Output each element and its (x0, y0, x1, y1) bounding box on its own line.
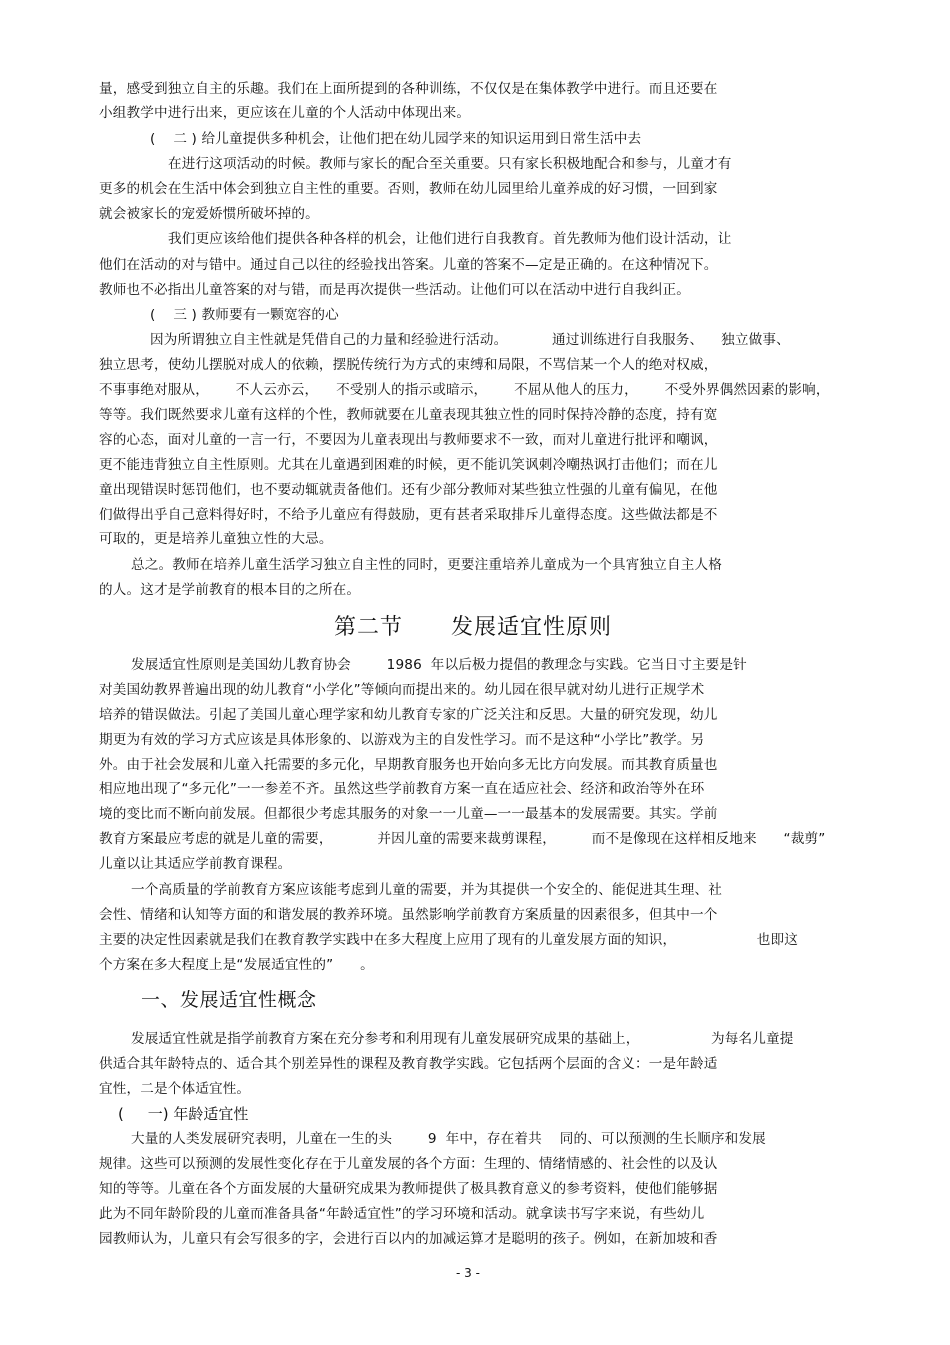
text-line: 教育方案最应考虑的就是儿童的需要， 并因儿童的需要来裁剪课程， 而不是像现在这样相反地来 “裁剪” (99, 831, 826, 847)
text-line: 知的等等。儿童在各个方面发展的大量研究成果为教师提供了极具教育意义的参考资料，使他们能够据 (99, 1181, 718, 1197)
text-line: 不事事绝对服从， 不人云亦云， 不受别人的指示或暗示， 不屈从他人的压力， 不受外界偶然因素的影响， (99, 382, 830, 398)
text-line: 个方案在多大程度上是“发展适宜性的” 。 (99, 957, 374, 973)
text-line: 一个高质量的学前教育方案应该能考虑到儿童的需要，并为其提供一个安全的、能促进其生理、社 (131, 882, 722, 898)
text-line: 规律。这些可以预测的发展性变化存在于儿童发展的各个方面：生理的、情绪情感的、社会性的以及认 (99, 1156, 718, 1172)
text-line: 培养的错误做法。引起了美国儿童心理学家和幼儿教育专家的广泛关注和反思。大量的研究发现，幼儿 (99, 707, 718, 723)
subsection-title: 一、发展适宜性概念 (141, 989, 317, 1011)
text-line: 园教师认为，儿童只有会写很多的字，会进行百以内的加减运算才是聪明的孩子。例如，在新加坡和香 (99, 1231, 718, 1247)
page-number: - 3 - (456, 1266, 480, 1280)
text-line: 们做得出乎自己意料得好时，不给予儿童应有得鼓励，更有甚者采取排斥儿童得态度。这些做法都是不 (99, 507, 718, 523)
text-line: 教师也不必指出儿童答案的对与错，而是再次提供一些活动。让他们可以在活动中进行自我纠正。 (99, 282, 690, 298)
text-line: 独立思考，使幼儿摆脱对成人的依赖，摆脱传统行为方式的束缚和局限，不骂信某一个人的绝对权威， (99, 357, 718, 373)
text-line: 等等。我们既然要求儿童有这样的个性，教师就要在儿童表现其独立性的同时保持冷静的态度，持有宽 (99, 407, 718, 423)
text-line: 大量的人类发展研究表明，儿童在一生的头 9 年中，存在着共 同的、可以预测的生长顺序和发展 (131, 1131, 766, 1147)
text-line: 对美国幼教界普遍出现的幼儿教育“小学化”等倾向而提出来的。幼儿园在很早就对幼儿进行正规学术 (99, 682, 705, 698)
text-line: 境的变比而不断向前发展。但都很少考虑其服务的对象一一儿童—一一最基本的发展需要。其实。学前 (99, 806, 718, 822)
text-line: 发展适宜性原则是美国幼儿教育协会 1986 年以后极力提倡的教理念与实践。它当日寸主要是针 (131, 657, 747, 673)
text-line: 更多的机会在生活中体会到独立自主性的重要。否则，教师在幼儿园里给儿童养成的好习惯，一回到家 (99, 181, 718, 197)
text-line: 就会被家长的宠爱娇惯所破坏掉的。 (99, 206, 319, 222)
text-line: 可取的，更是培养儿童独立性的大忌。 (99, 531, 333, 547)
text-line: 的人。这才是学前教育的根本目的之所在。 (99, 582, 361, 598)
text-line: 量，感受到独立自主的乐趣。我们在上面所提到的各种训练，不仅仅是在集体教学中进行。而且还要在 (99, 81, 718, 97)
text-line: 容的心态，面对儿童的一言一行，不要因为儿童表现出与教师要求不一致，而对儿童进行批评和嘲讽， (99, 432, 718, 448)
text-line: 此为不同年龄阶段的儿童而准备具备“年龄适宜性”的学习环境和活动。就拿读书写字来说，有些幼儿 (99, 1206, 705, 1222)
text-line: 外。由于社会发展和儿童入托需要的多元化，早期教育服务也开始向多无比方向发展。而其教育质量也 (99, 757, 718, 773)
text-line: 童出现错误时惩罚他们，也不要动辄就责备他们。还有少部分教师对某些独立性强的儿童有偏见，在他 (99, 482, 718, 498)
text-line: 更不能违背独立自主性原则。尤其在儿童遇到困难的时候，更不能讥笑讽刺冷嘲热讽打击他们；而在儿 (99, 457, 718, 473)
text-line: 供适合其年龄特点的、适合其个别差异性的课程及教育教学实践。它包括两个层面的含义：一是年龄适 (99, 1056, 718, 1072)
text-line: 期更为有效的学习方式应该是具体形象的、以游戏为主的自发性学习。而不是这种“小学比”教学。另 (99, 732, 705, 748)
text-line: 宜性，二是个体适宜性。 (99, 1081, 251, 1097)
text-line: 因为所谓独立自主性就是凭借自己的力量和经验进行活动。 通过训练进行自我服务、 独立做事、 (150, 332, 790, 348)
text-line: 我们更应该给他们提供各种各样的机会，让他们进行自我教育。首先教师为他们设计活动，让 (168, 231, 732, 247)
text-line: 小组教学中进行出来，更应该在儿童的个人活动中体现出来。 (99, 105, 471, 121)
text-line: 总之。教师在培养儿童生活学习独立自主性的同时，更要注重培养儿童成为一个具宵独立自主人格 (131, 557, 722, 573)
text-line: 他们在活动的对与错中。通过自己以往的经验找出答案。儿童的答案不—定是正确的。在这种情况下。 (99, 257, 718, 273)
text-line: 会性、情绪和认知等方面的和谐发展的教养环境。虽然影响学前教育方案质量的因素很多，但其中一个 (99, 907, 718, 923)
text-line: 儿童以让其适应学前教育课程。 (99, 856, 292, 872)
sub-subsection-title: ( 一) 年龄适宜性 (118, 1105, 249, 1123)
text-line: 在进行这项活动的时候。教师与家长的配合至关重要。只有家长积极地配合和参与，儿童才有 (168, 156, 732, 172)
text-line: 相应地出现了“多元化”一一参差不齐。虽然这些学前教育方案一直在适应社会、经济和政治等外在环 (99, 781, 705, 797)
list-heading: ( 二 ) 给儿童提供多种机会，让他们把在幼儿园学来的知识运用到日常生活中去 (150, 131, 642, 147)
section-title: 第二节 发展适宜性原则 (334, 615, 612, 640)
text-line: 发展适宜性就是指学前教育方案在充分参考和利用现有儿童发展研究成果的基础上， 为每名儿童提 (131, 1031, 794, 1047)
text-line: 主要的决定性因素就是我们在教育教学实践中在多大程度上应用了现有的儿童发展方面的知识， 也即这 (99, 932, 798, 948)
list-heading: ( 三 ) 教师要有一颗宽容的心 (150, 307, 339, 323)
